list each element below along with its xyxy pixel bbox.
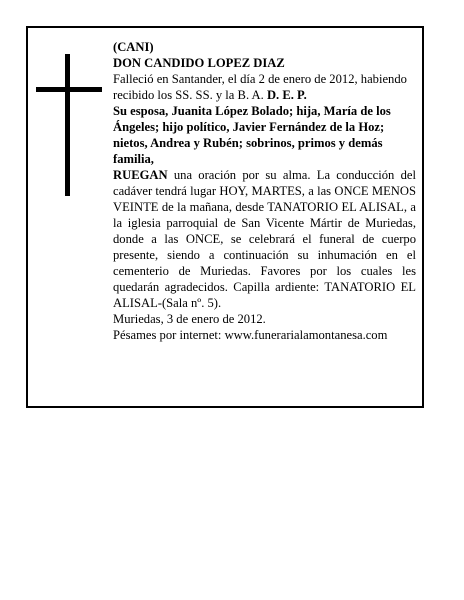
ruegan-text: una oración por su alma. La conducción del cadáver tendrá lugar HOY, MARTES, a las ONCE MENOS VEINTE de la mañana, desde TANATORIO EL ALISAL, a la iglesia parroquial de San Vicente Mártir de Muriedas, donde a las ONCE, se celebrará el funeral de cuerpo presente, siendo a continuación su inhumación en el cementerio de Muriedas. Favores por los cuales les quedarán agradecidos. Capilla ardiente: TANATORIO EL ALISAL-(Sala nº. 5).	[113, 168, 417, 310]
death-statement: Falleció en Santander, el día 2 de enero de 2012, habiendo recibido los SS. SS. y la B. A.	[113, 72, 407, 102]
cross-horizontal-bar	[36, 87, 102, 92]
deceased-name: DON CANDIDO LOPEZ DIAZ	[113, 56, 285, 70]
cross-icon	[36, 54, 102, 196]
death-statement-paragraph	[113, 71, 416, 103]
nickname: (CANI)	[113, 40, 154, 54]
family-list: Su esposa, Juanita López Bolado; hija, María de los Ángeles; hijo político, Javier Fernández de la Hoz; nietos, Andrea y Rubén; sobrinos, primos y demás familia,	[113, 104, 391, 166]
place-date: Muriedas, 3 de enero de 2012.	[113, 312, 266, 326]
rip-abbreviation: D. E. P.	[266, 88, 307, 102]
ruegan-paragraph	[113, 167, 416, 311]
ruegan-label: RUEGAN	[113, 168, 168, 182]
cross-vertical-bar	[65, 54, 70, 196]
obituary-text	[113, 39, 416, 343]
condolences-line: Pésames por internet: www.funerarialamontanesa.com	[113, 328, 388, 342]
